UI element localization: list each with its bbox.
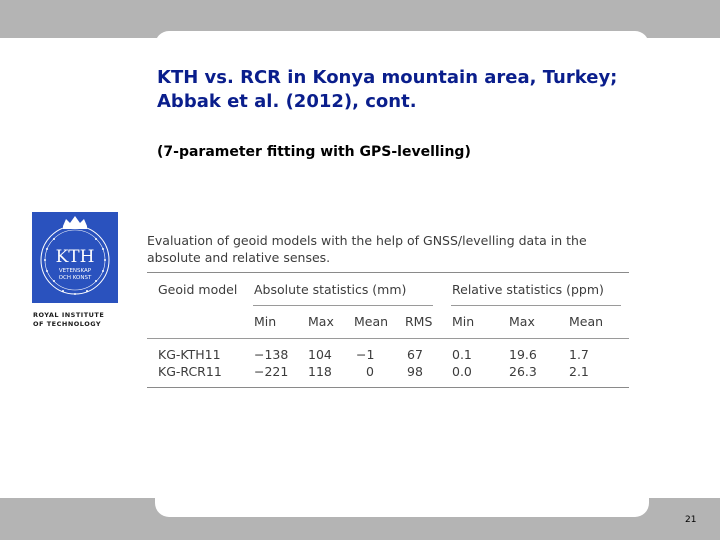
header-bottom-rule	[147, 338, 629, 339]
kth-crest-icon	[32, 212, 118, 303]
svg-text:VETENSKAP: VETENSKAP	[58, 268, 92, 274]
header-relative-stats: Relative statistics (ppm)	[452, 282, 604, 297]
row1-abs-max: 104	[308, 347, 332, 362]
logo-caption: ROYAL INSTITUTE OF TECHNOLOGY	[33, 311, 105, 328]
svg-text:KTH: KTH	[55, 247, 95, 267]
row1-abs-min: −138	[254, 347, 289, 362]
row1-abs-rms: 67	[407, 347, 423, 362]
row1-abs-mean: −1	[356, 347, 375, 362]
subheader-abs-rms: RMS	[405, 314, 433, 329]
table-caption: Evaluation of geoid models with the help of GNSS/levelling data in the absolute and relative senses.	[147, 233, 587, 265]
relative-group-rule	[451, 305, 621, 306]
svg-text:OCH KONST: OCH KONST	[58, 275, 92, 281]
subheader-abs-min: Min	[254, 314, 277, 329]
row1-rel-min: 0.1	[452, 347, 472, 362]
row1-model: KG-KTH11	[158, 347, 221, 362]
row2-rel-min: 0.0	[452, 364, 472, 379]
subheader-abs-max: Max	[308, 314, 334, 329]
subheader-abs-mean: Mean	[354, 314, 389, 329]
table-top-rule	[147, 272, 629, 273]
slide-number: 21	[685, 515, 697, 525]
row2-abs-min: −221	[254, 364, 289, 379]
slide-title: KTH vs. RCR in Konya mountain area, Turkey; Abbak et al. (2012), cont.	[157, 67, 618, 112]
absolute-group-rule	[253, 305, 433, 306]
row2-abs-rms: 98	[407, 364, 423, 379]
row2-abs-max: 118	[308, 364, 332, 379]
table-bottom-rule	[147, 387, 629, 388]
slide-subtitle: (7-parameter fitting with GPS-levelling)	[157, 144, 471, 160]
kth-logo	[32, 212, 118, 303]
row1-rel-mean: 1.7	[569, 347, 589, 362]
row2-model: KG-RCR11	[158, 364, 222, 379]
subheader-rel-min: Min	[452, 314, 475, 329]
row2-abs-mean: 0	[366, 364, 374, 379]
row2-rel-mean: 2.1	[569, 364, 589, 379]
header-geoid-model: Geoid model	[158, 282, 238, 297]
header-absolute-stats: Absolute statistics (mm)	[254, 282, 407, 297]
subheader-rel-mean: Mean	[569, 314, 604, 329]
subheader-rel-max: Max	[509, 314, 535, 329]
row2-rel-max: 26.3	[509, 364, 537, 379]
row1-rel-max: 19.6	[509, 347, 537, 362]
